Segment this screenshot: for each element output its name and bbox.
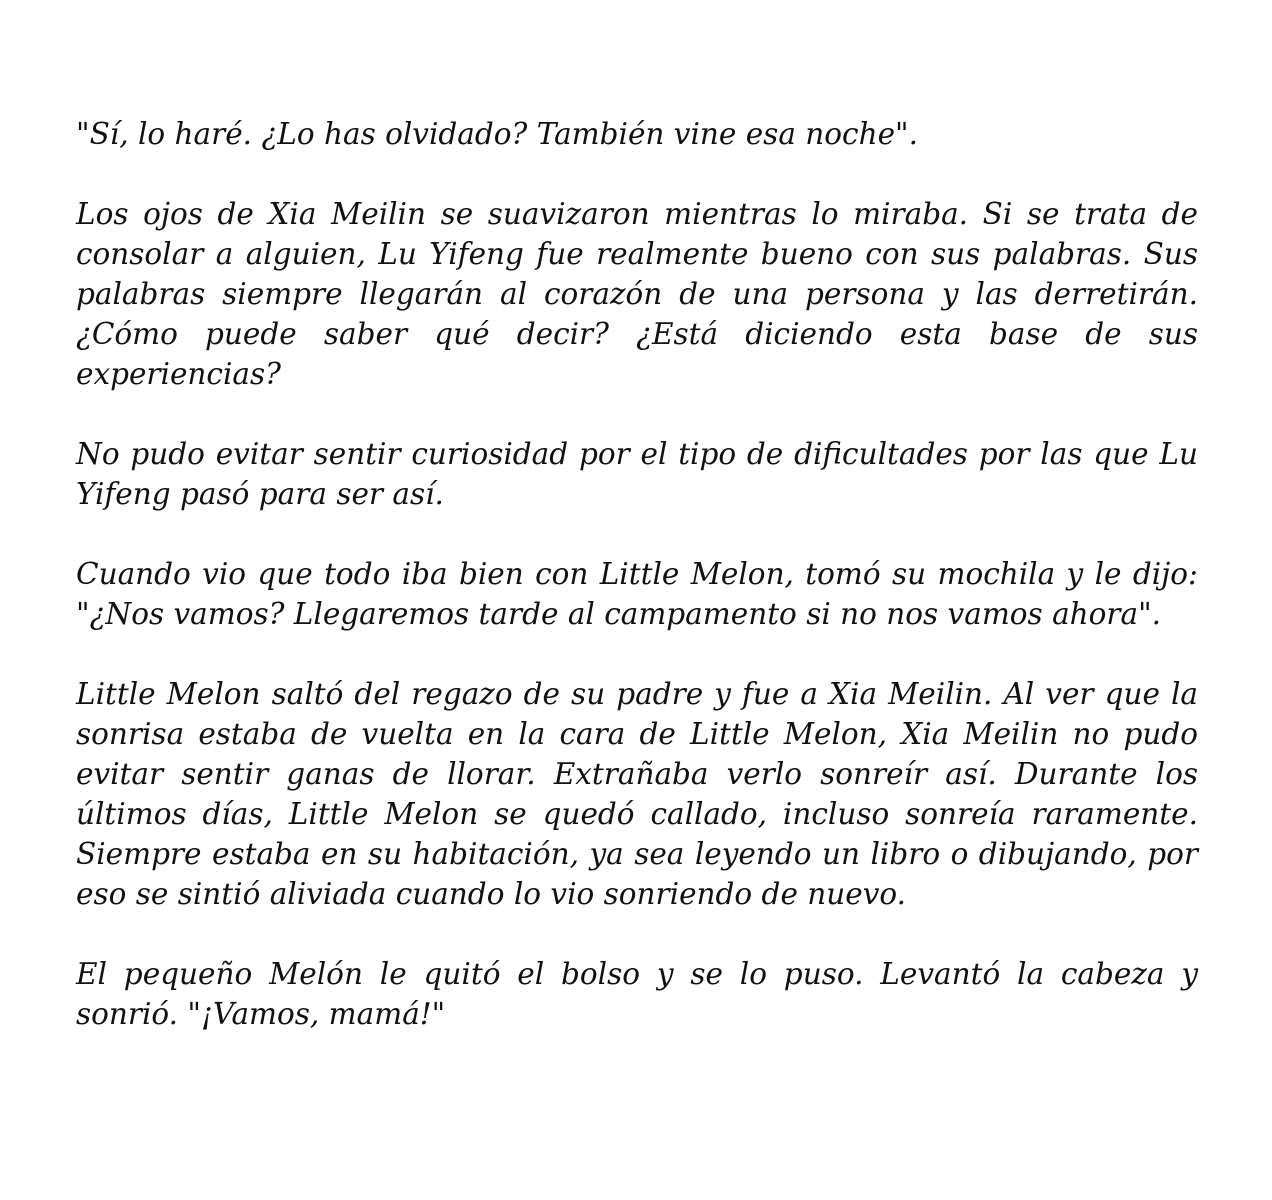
paragraph-2: Los ojos de Xia Meilin se suavizaron mientras lo miraba. Si se trata de consolar a alguien, Lu Yifeng fue realmente bueno con sus palabras. Sus palabras siempre llegarán al corazón de una persona y las derretirán. ¿Cómo puede saber qué decir? ¿Está diciendo esta base de sus experiencias?	[76, 197, 1198, 391]
paragraph-1: "Sí, lo haré. ¿Lo has olvidado? También vine esa noche".	[76, 117, 918, 151]
paragraph-5: Little Melon saltó del regazo de su padre y fue a Xia Meilin. Al ver que la sonrisa estaba de vuelta en la cara de Little Melon, Xia Meilin no pudo evitar sentir ganas de llorar. Extrañaba verlo sonreír así. Durante los últimos días, Little Melon se quedó callado, incluso sonreía raramente. Siempre estaba en su habitación, ya sea leyendo un libro o dibujando, por eso se sintió aliviada cuando lo vio sonriendo de nuevo.	[76, 677, 1198, 911]
paragraph-3: No pudo evitar sentir curiosidad por el tipo de dificultades por las que Lu Yifeng pasó para ser así.	[76, 437, 1198, 511]
paragraph-6: El pequeño Melón le quitó el bolso y se lo puso. Levantó la cabeza y sonrió. "¡Vamos, mamá!"	[76, 957, 1198, 1031]
document-body	[76, 114, 1198, 1034]
paragraph-4: Cuando vio que todo iba bien con Little Melon, tomó su mochila y le dijo: "¿Nos vamos? Llegaremos tarde al campamento si no nos vamos ahora".	[76, 557, 1198, 631]
